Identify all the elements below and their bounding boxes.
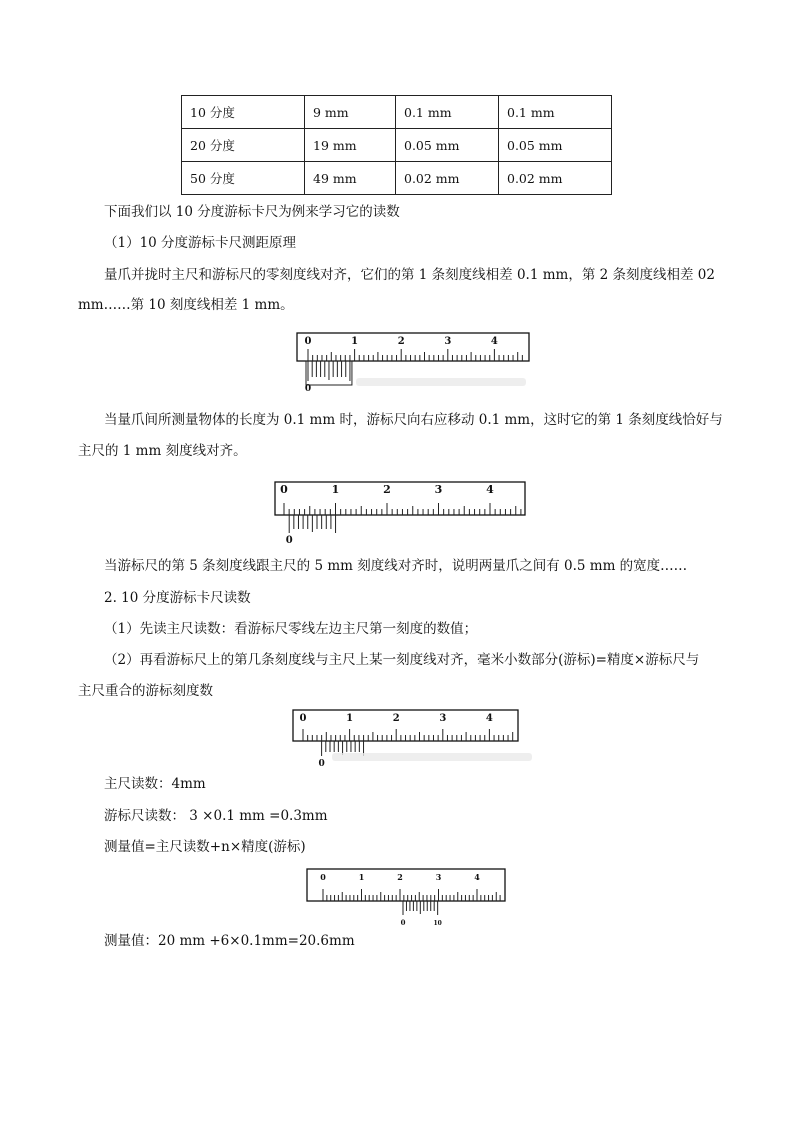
vernier-diagram-reading-example — [292, 707, 542, 771]
watermark-smear — [356, 378, 526, 386]
main-scale-label: 4 — [485, 713, 493, 724]
vernier-diagram-zero — [296, 332, 536, 398]
vernier-zero-label: 0 — [318, 759, 325, 769]
main-scale-label: 1 — [346, 713, 354, 724]
main-scale-label: 2 — [397, 336, 405, 347]
step-2-line-2: 主尺重合的游标刻度数 — [78, 683, 213, 699]
measurement-formula: 测量值=主尺读数+n×精度(游标) — [104, 839, 306, 855]
table-cell: 0.02 mm — [499, 162, 612, 195]
table-cell: 0.02 mm — [396, 162, 499, 195]
main-scale-label: 0 — [320, 872, 326, 882]
table-cell: 0.1 mm — [396, 96, 499, 129]
main-scale-label: 2 — [392, 713, 400, 724]
vernier-diagram-final-example — [306, 866, 516, 928]
step-2-line-1: （2）再看游标尺上的第几条刻度线与主尺上某一刻度线对齐，毫米小数部分(游标)=精度×游标尺与 — [104, 652, 700, 668]
paragraph-1-line-1: 量爪并拢时主尺和游标尺的零刻度线对齐，它们的第 1 条刻度线相差 0.1 mm，第 2 条刻度线相差 02 — [104, 267, 715, 283]
table-cell: 10 分度 — [182, 96, 305, 129]
main-scale-label: 2 — [383, 483, 391, 496]
table-cell: 0.05 mm — [396, 129, 499, 162]
main-scale-label: 3 — [439, 713, 447, 724]
table-cell: 20 分度 — [182, 129, 305, 162]
table-row — [182, 96, 612, 129]
table-cell: 0.05 mm — [499, 129, 612, 162]
main-scale-label: 2 — [397, 872, 403, 882]
main-scale-label: 4 — [486, 483, 494, 496]
table-cell: 19 mm — [305, 129, 396, 162]
vernier-zero-label: 0 — [400, 918, 406, 927]
section-1-heading: （1）10 分度游标卡尺测距原理 — [104, 235, 297, 251]
main-scale-label: 1 — [358, 872, 365, 882]
main-scale-label: 0 — [299, 713, 307, 724]
main-scale-label: 3 — [444, 336, 452, 347]
vernier-diagram-first-line — [274, 479, 530, 545]
main-scale-label: 3 — [435, 872, 442, 882]
watermark-smear — [332, 753, 532, 761]
paragraph-3: 当游标尺的第 5 条刻度线跟主尺的 5 mm 刻度线对齐时，说明两量爪之间有 0.5 mm 的宽度…… — [104, 558, 688, 574]
table-cell: 50 分度 — [182, 162, 305, 195]
step-1-text: （1）先读主尺读数：看游标尺零线左边主尺第一刻度的数值； — [104, 621, 478, 637]
vernier-spec-table — [181, 95, 612, 195]
vernier-zero-label: 0 — [285, 535, 293, 545]
intro-text: 下面我们以 10 分度游标卡尺为例来学习它的读数 — [104, 204, 400, 220]
vernier-scale-reading: 游标尺读数： 3 ×0.1 mm =0.3mm — [104, 808, 328, 824]
paragraph-2-line-1: 当量爪间所测量物体的长度为 0.1 mm 时，游标尺向右应移动 0.1 mm，这时它的第 1 条刻度线恰好与 — [104, 412, 723, 428]
vernier-zero-label: 0 — [304, 384, 312, 394]
main-scale-label: 1 — [331, 483, 340, 496]
paragraph-1-line-2: mm……第 10 刻度线相差 1 mm。 — [78, 297, 294, 313]
main-scale-label: 4 — [490, 336, 498, 347]
main-scale-label: 0 — [280, 483, 288, 496]
table-row — [182, 162, 612, 195]
paragraph-2-line-2: 主尺的 1 mm 刻度线对齐。 — [78, 443, 247, 459]
main-scale-label: 0 — [304, 336, 312, 347]
main-scale-label: 1 — [351, 336, 359, 347]
vernier-ten-label: 10 — [433, 920, 442, 927]
final-measurement: 测量值：20 mm +6×0.1mm=20.6mm — [104, 933, 355, 949]
table-cell: 0.1 mm — [499, 96, 612, 129]
main-scale-label: 4 — [474, 872, 480, 882]
main-scale-label: 3 — [434, 483, 443, 496]
main-scale-reading: 主尺读数：4mm — [104, 776, 206, 792]
table-row — [182, 129, 612, 162]
table-cell: 9 mm — [305, 96, 396, 129]
section-2-heading: 2. 10 分度游标卡尺读数 — [104, 590, 251, 606]
table-cell: 49 mm — [305, 162, 396, 195]
